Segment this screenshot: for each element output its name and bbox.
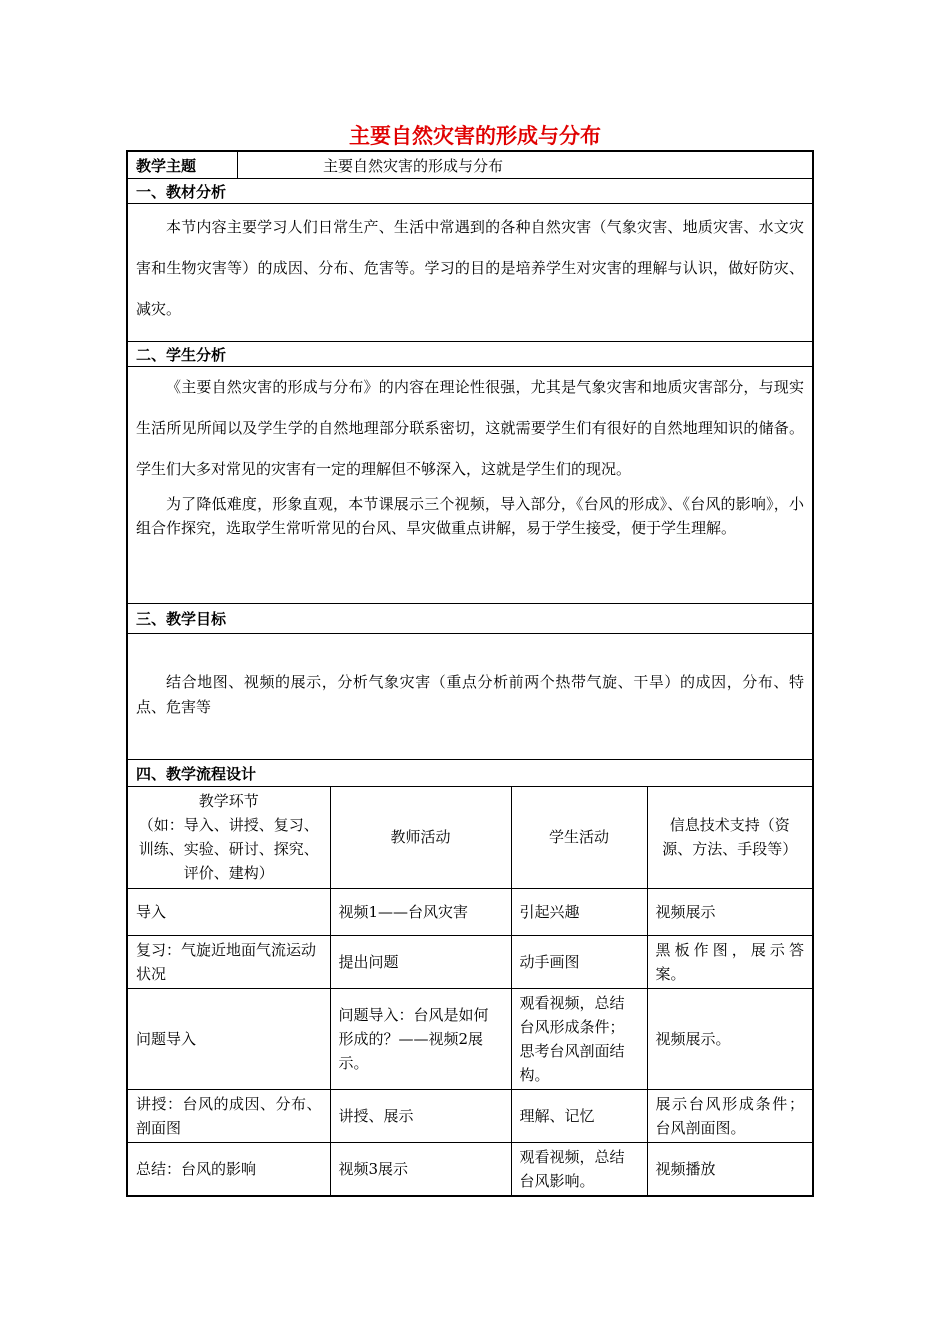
table-row (128, 888, 812, 935)
section-body-students (128, 367, 812, 604)
section-heading-material: 一、教材分析 (128, 179, 812, 204)
header-student: 学生活动 (511, 787, 647, 888)
cell-teacher: 讲授、展示 (330, 1089, 511, 1142)
lesson-plan-table (126, 150, 814, 1197)
cell-tech: 视频展示。 (647, 988, 812, 1089)
cell-student: 观看视频，总结台风影响。 (511, 1142, 647, 1195)
cell-stage: 问题导入 (128, 988, 330, 1089)
cell-teacher: 问题导入：台风是如何形成的？——视频2展示。 (330, 988, 511, 1089)
flow-table (128, 787, 812, 1195)
section-heading-students: 二、学生分析 (128, 342, 812, 367)
cell-stage: 总结：台风的影响 (128, 1142, 330, 1195)
section-body-material (128, 204, 812, 342)
cell-tech: 视频展示 (647, 888, 812, 935)
section-heading-goals: 三、教学目标 (128, 604, 812, 634)
cell-stage: 复习：气旋近地面气流运动状况 (128, 935, 330, 988)
flow-header-row (128, 787, 812, 888)
header-stage-title: 教学环节 (198, 792, 259, 811)
cell-tech: 展示台风形成条件；台风剖面图。 (647, 1089, 812, 1142)
flow-table-wrapper (128, 787, 812, 1195)
cell-student: 动手画图 (511, 935, 647, 988)
cell-tech: 黑板作图，展示答案。 (647, 935, 812, 988)
students-paragraph-1: 《主要自然灾害的形成与分布》的内容在理论性很强，尤其是气象灾害和地质灾害部分，与现实生活所见所闻以及学生学的自然地理部分联系密切，这就需要学生们有很好的自然地理知识的储备。学生们大多对常见的灾害有一定的理解但不够深入，这就是学生们的现况。 (136, 378, 804, 478)
topic-label: 教学主题 (128, 152, 238, 178)
cell-stage: 导入 (128, 888, 330, 935)
topic-value: 主要自然灾害的形成与分布 (323, 156, 504, 175)
material-text: 本节内容主要学习人们日常生产、生活中常遇到的各种自然灾害（气象灾害、地质灾害、水文灾害和生物灾害等）的成因、分布、危害等。学习的目的是培养学生对灾害的理解与认识，做好防灾、减灾。 (136, 218, 804, 318)
header-tech: 信息技术支持（资源、方法、手段等） (647, 787, 812, 888)
header-stage (128, 787, 330, 888)
cell-student: 观看视频，总结台风形成条件；思考台风剖面结构。 (511, 988, 647, 1089)
goals-text: 结合地图、视频的展示，分析气象灾害（重点分析前两个热带气旋、干旱）的成因，分布、特点、危害等 (136, 673, 804, 716)
cell-teacher: 视频3展示 (330, 1142, 511, 1195)
section-body-goals (128, 634, 812, 760)
cell-student: 理解、记忆 (511, 1089, 647, 1142)
table-row (128, 935, 812, 988)
cell-teacher: 提出问题 (330, 935, 511, 988)
section-heading-flow: 四、教学流程设计 (128, 760, 812, 787)
table-row (128, 988, 812, 1089)
header-teacher: 教师活动 (330, 787, 511, 888)
table-row (128, 1142, 812, 1195)
cell-tech: 视频播放 (647, 1142, 812, 1195)
cell-student: 引起兴趣 (511, 888, 647, 935)
cell-teacher: 视频1——台风灾害 (330, 888, 511, 935)
table-row (128, 1089, 812, 1142)
cell-stage: 讲授：台风的成因、分布、剖面图 (128, 1089, 330, 1142)
header-stage-examples: （如：导入、讲授、复习、训练、实验、研讨、探究、评价、建构） (138, 816, 319, 883)
topic-row (128, 152, 812, 179)
students-paragraph-2: 为了降低难度，形象直观，本节课展示三个视频，导入部分，《台风的形成》、《台风的影响》，小组合作探究，选取学生常听常见的台风、旱灾做重点讲解，易于学生接受，便于学生理解。 (136, 495, 804, 537)
document-title: 主要自然灾害的形成与分布 (349, 124, 601, 148)
